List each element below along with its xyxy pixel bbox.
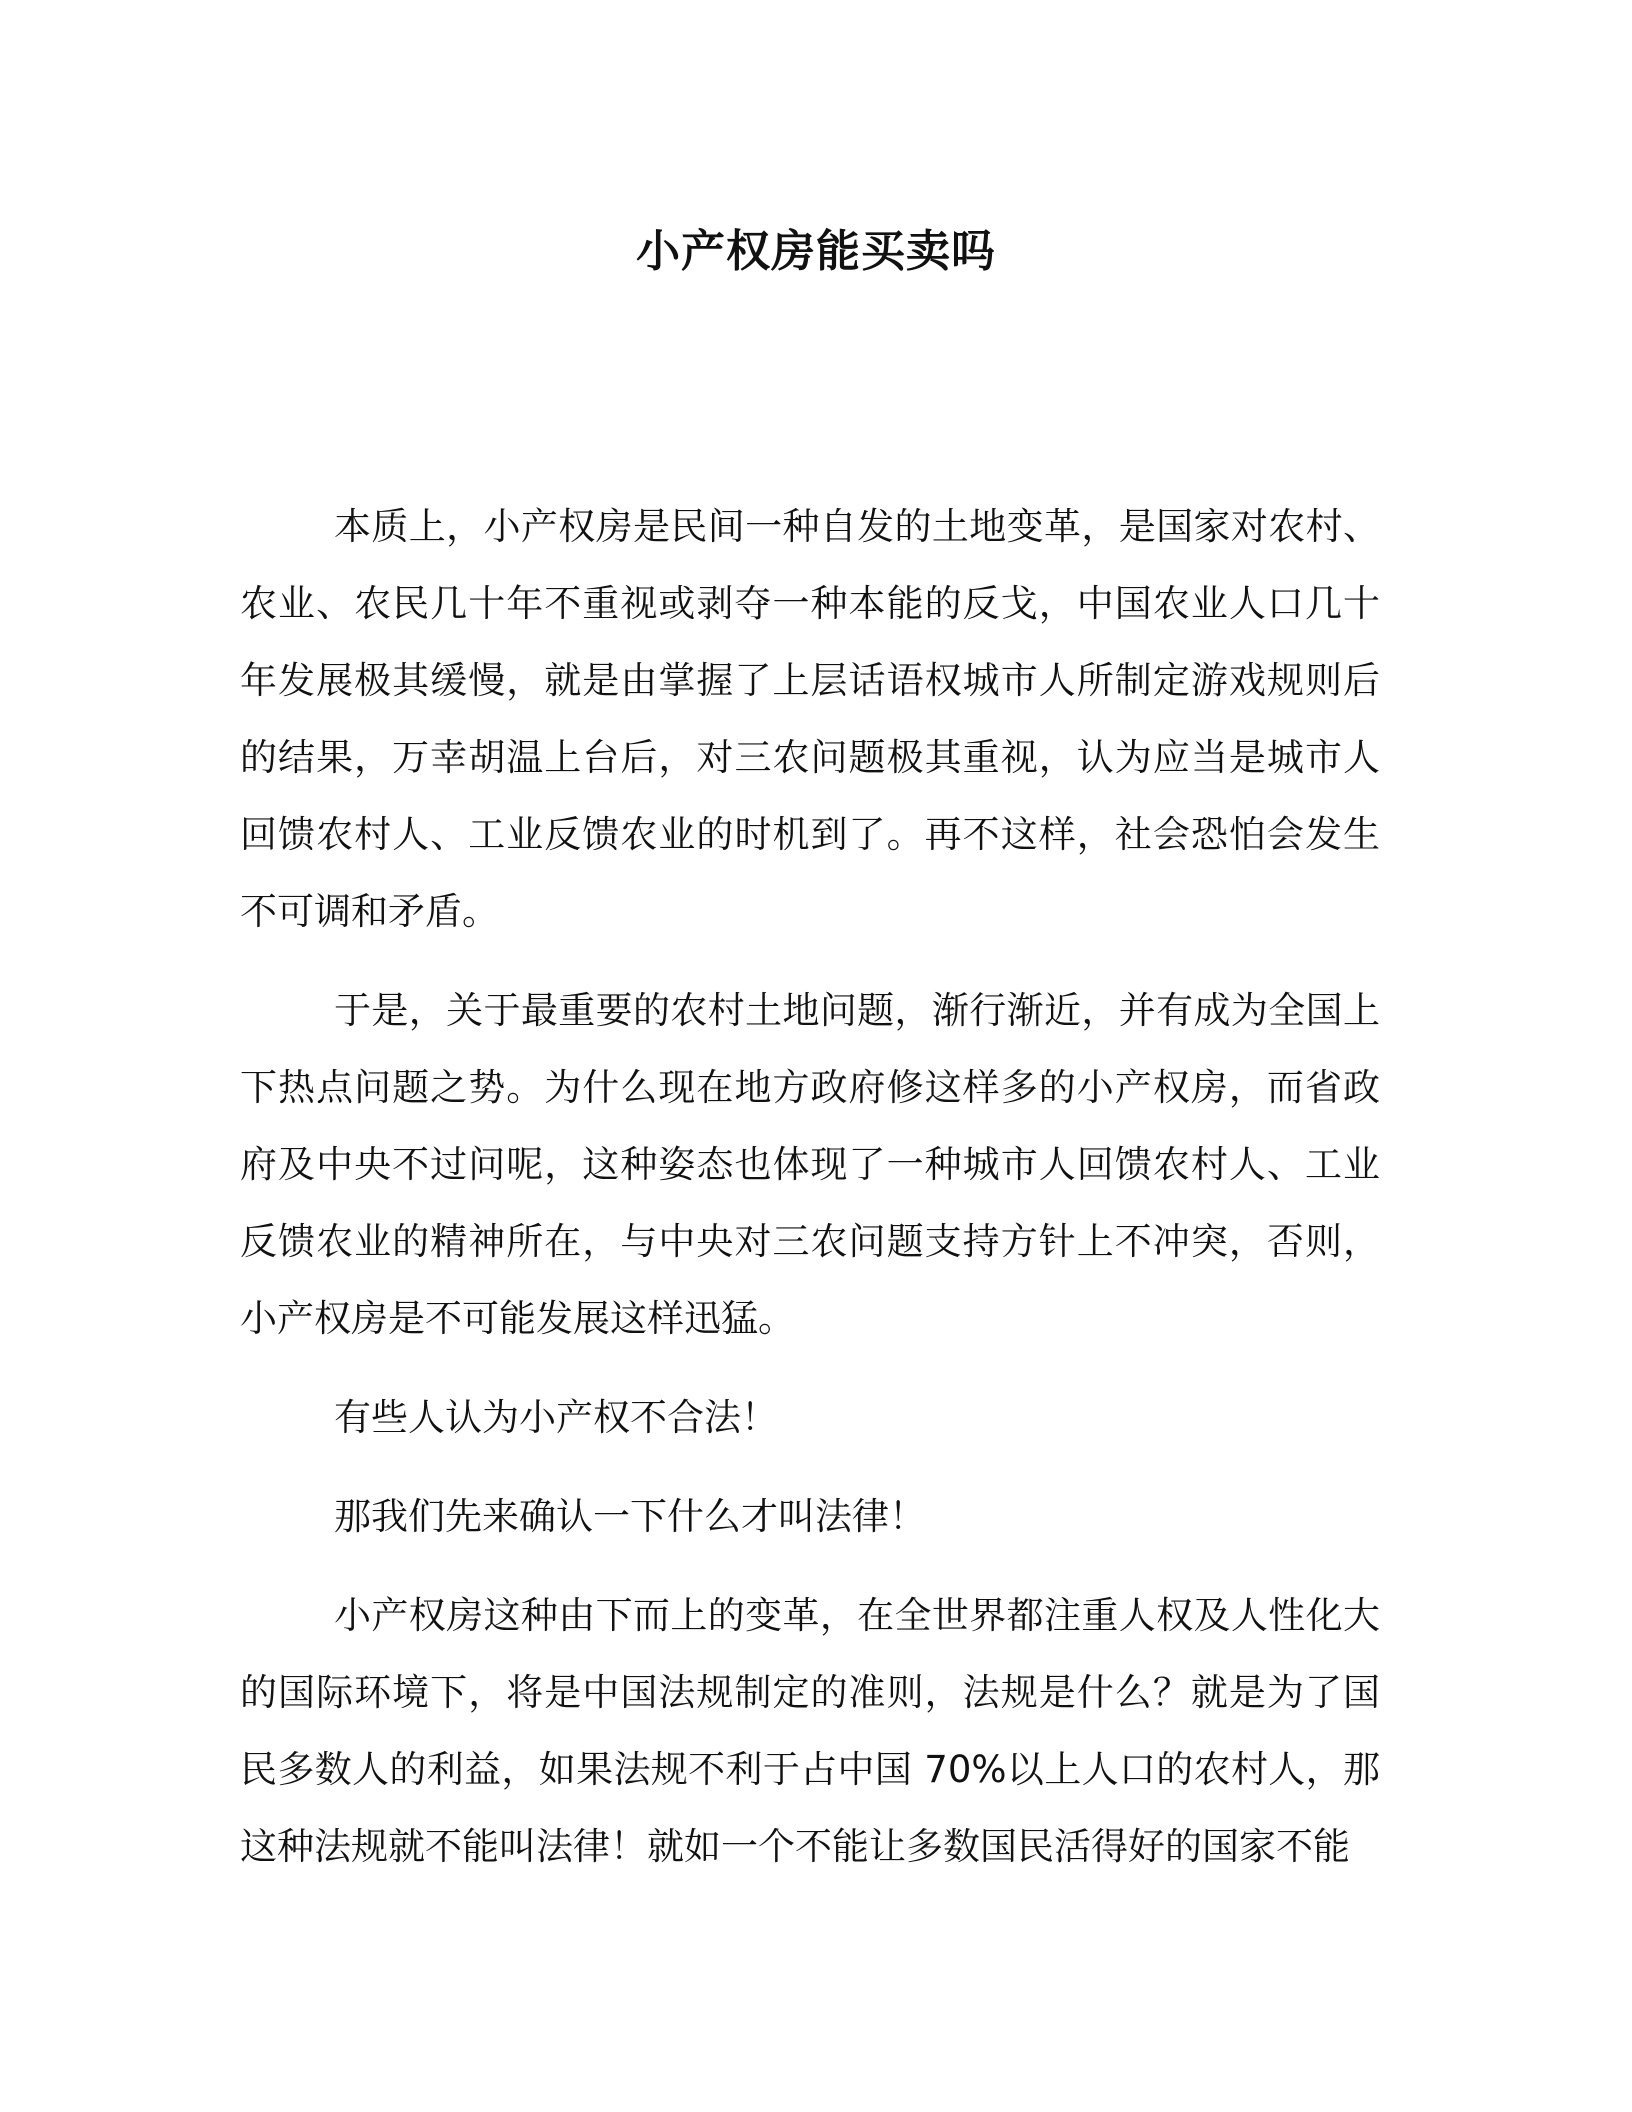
document-title: 小产权房能买卖吗 bbox=[636, 226, 996, 277]
paragraph-2: 于是，关于最重要的农村土地问题，渐行渐近，并有成为全国上下热点问题之势。为什么现在地方政府修这样多的小产权房，而省政府及中央不过问呢，这种姿态也体现了一种城市人回馈农村人、工业反馈农业的精神所在，与中央对三农问题支持方针上不冲突，否则，小产权房是不可能发展这样迅猛。 bbox=[240, 989, 1380, 1340]
paragraph-4: 那我们先来确认一下什么才叫法律！ bbox=[334, 1495, 926, 1538]
paragraph-3: 有些人认为小产权不合法！ bbox=[334, 1396, 778, 1439]
document-body bbox=[240, 488, 1380, 1907]
paragraph-1: 本质上，小产权房是民间一种自发的土地变革，是国家对农村、农业、农民几十年不重视或剥夺一种本能的反戈，中国农业人口几十年发展极其缓慢，就是由掌握了上层话语权城市人所制定游戏规则后的结果，万幸胡温上台后，对三农问题极其重视，认为应当是城市人回馈农村人、工业反馈农业的时机到了。再不这样，社会恐怕会发生不可调和矛盾。 bbox=[240, 505, 1380, 933]
paragraph-5: 小产权房这种由下而上的变革，在全世界都注重人权及人性化大的国际环境下，将是中国法规制定的准则，法规是什么？就是为了国民多数人的利益，如果法规不利于占中国 70%以上人口的农村人，那这种法规就不能叫法律！就如一个不能让多数国民活得好的国家不能 bbox=[240, 1594, 1380, 1868]
